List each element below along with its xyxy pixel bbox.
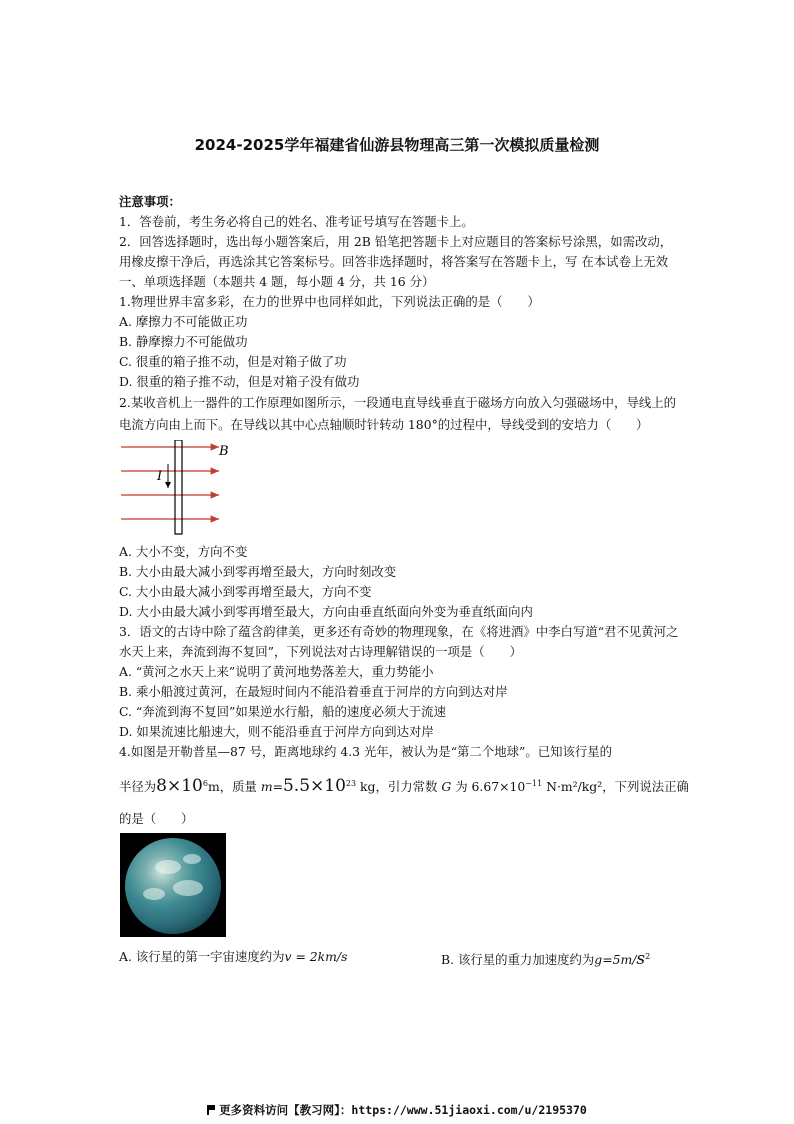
q4-mass-var: m= xyxy=(260,779,283,795)
q4-mass-unit: kg，引力常数 xyxy=(356,779,442,795)
planet-cloud xyxy=(143,888,165,900)
q4-mass-mantissa: 5.5×10 xyxy=(282,776,346,797)
q1-option-b: B. 静摩擦力不可能做功 xyxy=(119,334,248,349)
label-b: B xyxy=(219,444,229,459)
q4-stem-line3: 的是（ ） xyxy=(119,811,194,827)
magnetic-field-diagram xyxy=(119,440,249,536)
q1-option-c: C. 很重的箱子推不动，但是对箱子做了功 xyxy=(119,354,347,369)
planet-cloud xyxy=(183,854,201,864)
q4-option-b-exp: 2 xyxy=(645,952,651,962)
q4-option-b xyxy=(441,947,650,970)
section-heading: 一、单项选择题（本题共 4 题，每小题 4 分，共 16 分） xyxy=(119,274,435,289)
q4-mass-exp: 23 xyxy=(345,779,357,788)
q4-option-a xyxy=(119,947,441,970)
q3-stem: 3．语文的古诗中除了蕴含韵律美，更多还有奇妙的物理现象，在《将进酒》中李白写道“君不见黄河之水天上来，奔流到海不复回”，下列说法对古诗理解错误的一项是（ ） xyxy=(119,624,679,659)
q4-option-a-text: A. 该行星的第一宇宙速度约为 xyxy=(119,949,285,965)
q1-stem: 1.物理世界丰富多彩，在力的世界中也同样如此，下列说法正确的是（ ） xyxy=(119,294,540,309)
magnetic-field-figure xyxy=(119,440,679,536)
q1-option-d: D. 很重的箱子推不动，但是对箱子没有做功 xyxy=(119,374,360,389)
label-i: I xyxy=(157,469,163,484)
q4-options xyxy=(119,947,679,970)
planet-cloud xyxy=(173,880,203,896)
q3-option-d: D. 如果流速比船速大，则不能沿垂直于河岸方向到达对岸 xyxy=(119,724,434,739)
footer xyxy=(0,1102,794,1118)
q4-stem-line2 xyxy=(119,762,689,809)
q4-stem-line1: 4.如图是开勒普星—87 号，距离地球约 4.3 光年，被认为是“第二个地球”。已知该行星的 xyxy=(119,744,613,759)
q4-option-b-unit: s xyxy=(636,949,646,970)
notice-heading: 注意事项： xyxy=(119,194,181,209)
notice-item-1: 1．答卷前，考生务必将自己的姓名、准考证号填写在答题卡上。 xyxy=(119,214,474,229)
q3-option-a: A. “黄河之水天上来”说明了黄河地势落差大，重力势能小 xyxy=(119,664,434,679)
q4-g-exp: −11 xyxy=(525,779,543,788)
q3-option-c: C. “奔流到海不复回”如果逆水行船，船的速度必须大于流速 xyxy=(119,704,446,719)
notice-item-2: 2．回答选择题时，选出每小题答案后，用 2B 铅笔把答题卡上对应题目的答案标号涂黑，如需改动，用橡皮擦干净后，再选涂其它答案标号。回答非选择题时，将答案写在答题卡上，写 在本试卷上无效 xyxy=(119,234,673,269)
footer-link[interactable]: 更多资料访问【教习网】：https://www.51jiaoxi.com/u/2195370 xyxy=(219,1103,587,1117)
q2-option-b: B. 大小由最大减小到零再增至最大，方向时刻改变 xyxy=(119,564,397,579)
q4-g-value-suffix: N·m²/kg²，下列说法正确 xyxy=(542,779,689,795)
q4-radius-unit: m，质量 xyxy=(207,779,261,795)
q4-radius-exp: 6 xyxy=(202,779,208,788)
planet-image xyxy=(120,833,226,937)
q1-option-a: A. 摩擦力不可能做正功 xyxy=(119,314,248,329)
q4-option-b-formula: g=5m/ xyxy=(594,952,637,968)
document-body xyxy=(119,192,689,970)
q4-option-b-text: B. 该行星的重力加速度约为 xyxy=(441,952,595,968)
planet-cloud xyxy=(155,860,181,874)
q4-radius-mantissa: 8×10 xyxy=(156,776,203,797)
q3-option-b: B. 乘小船渡过黄河，在最短时间内不能沿着垂直于河岸的方向到达对岸 xyxy=(119,684,508,699)
q2-option-d: D. 大小由最大减小到零再增至最大，方向由垂直纸面向外变为垂直纸面向内 xyxy=(119,604,533,619)
q2-option-a: A. 大小不变，方向不变 xyxy=(119,544,248,559)
q4-radius-prefix: 半径为 xyxy=(119,779,157,795)
q2-option-c: C. 大小由最大减小到零再增至最大，方向不变 xyxy=(119,584,372,599)
q4-option-a-formula: v = 2km/s xyxy=(284,949,348,965)
planet-sphere xyxy=(125,838,221,934)
conductor-wire xyxy=(175,440,182,534)
flag-icon xyxy=(207,1105,215,1115)
page-title: 2024-2025学年福建省仙游县物理高三第一次模拟质量检测 xyxy=(194,136,600,154)
q2-stem: 2.某收音机上一器件的工作原理如图所示，一段通电直导线垂直于磁场方向放入匀强磁场中，导线上的电流方向由上而下。在导线以其中心点轴顺时针转动 180°的过程中，导线受到的安培力（ ） xyxy=(119,395,677,432)
q4-g-var: G xyxy=(441,779,452,795)
q4-g-value-prefix: 为 6.67×10 xyxy=(451,779,526,795)
